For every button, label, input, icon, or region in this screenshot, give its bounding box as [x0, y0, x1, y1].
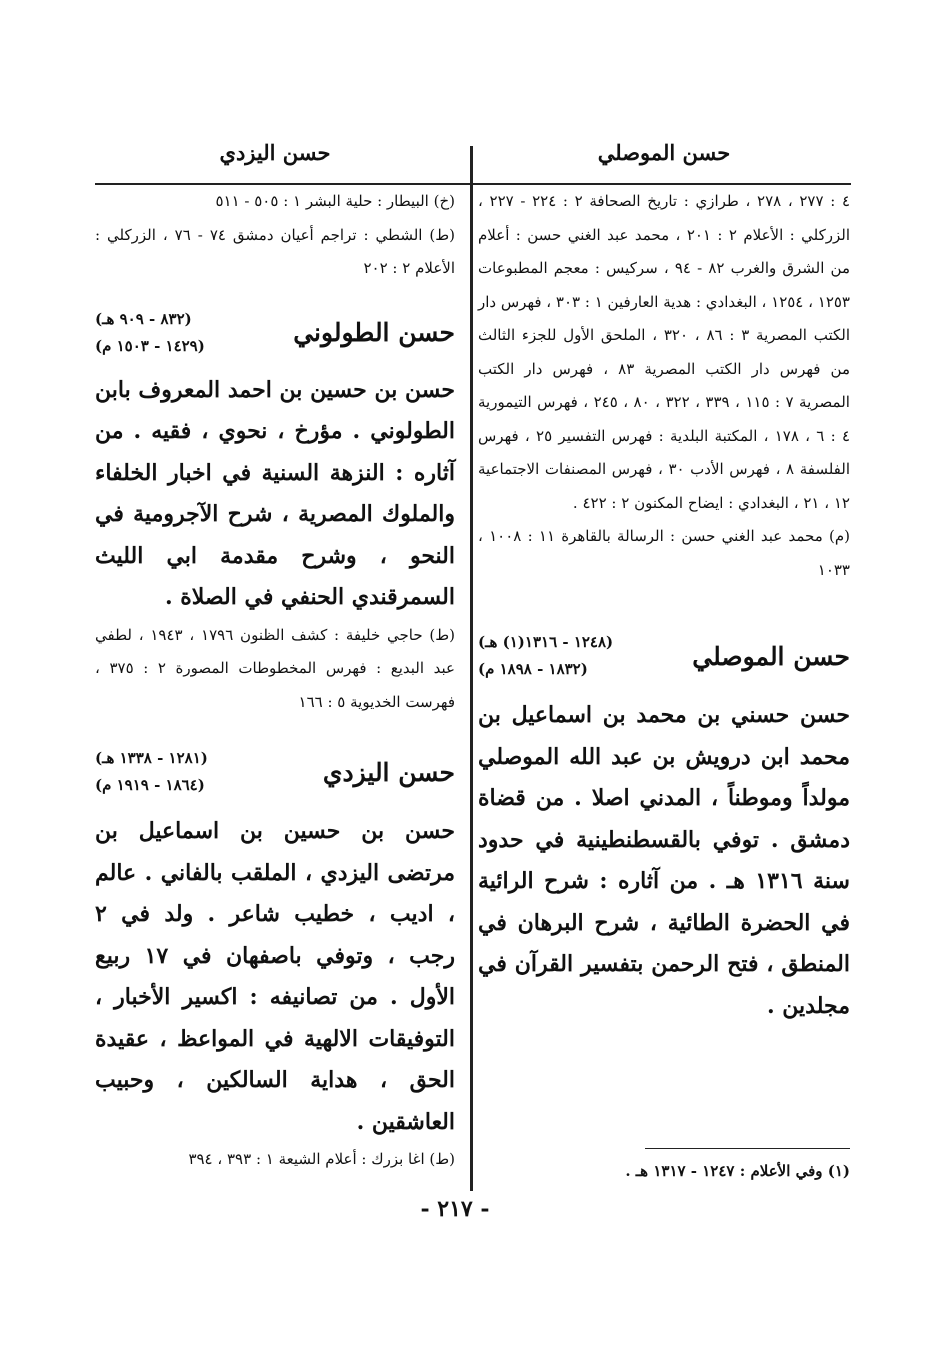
references-kh: (خ) البيطار : حلية البشر ١ : ٥٠٥ - ٥١١	[215, 192, 455, 210]
references-continued: ٤ : ٢٧٧ ، ٢٧٨ ، طرازي : تاريخ الصحافة ٢ : ٢٢٤ - ٢٢٧ ، الزركلي : الأعلام ٢ : ٢٠١ ، محمد عبد الغني حسن : أعلام من الشرق والغرب ٨٢ - ٩٤ ، سركيس : معجم المطبوعات ١٢٥٣ ، ١٢٥٤ ، البغدادي : هدية العارفين ١ : ٣٠٣ ، فهرس دار الكتب المصرية ٣ : ٨٦ ، ٣٢٠ ، الملحق الأول للجزء الثالث من فهرس دار الكتب المصرية ٨٣ ، فهرس دار الكتب المصرية ٧ : ١١٥ ، ٣٣٩ ، ٣٢٢ ، ٨٠ ، ٢٤٥ ، فهرس التيمورية ٤ : ٦ ، ١٧٨ ، المكتبة البلدية : فهرس التفسير ٢٥ ، فهرس الفلسفة ٨ ، فهرس الأدب ٣٠ ، فهرس المصنفات الاجتماعية ١٢ ، ٢١ ، البغدادي : ايضاح المكنون ٢ : ٤٢٢ .	[478, 192, 851, 512]
footnote: (١) وفي الأعلام : ١٢٤٧ - ١٣١٧ هـ .	[625, 1162, 850, 1180]
column-header-left: حسن اليزدي	[219, 140, 331, 165]
column-header-right: حسن الموصلي	[597, 140, 731, 165]
page-number: - ٢١٧ -	[420, 1196, 490, 1222]
entry-dates	[95, 745, 208, 799]
references-m: (م) محمد عبد الغني حسن : الرسالة بالقاهرة ١١ : ١٠٠٨ ، ١٠٣٣	[478, 527, 851, 579]
dates-hijri: (١٢٨١ - ١٣٣٨ هـ)	[95, 749, 208, 767]
entry-name: حسن الموصلي	[692, 641, 850, 671]
entry-heading	[95, 306, 455, 360]
footnote-rule	[645, 1148, 850, 1149]
column-divider	[470, 146, 473, 1191]
left-column	[95, 185, 455, 1177]
dates-gregorian: (١٨٣٢ - ١٨٩٨ م)	[478, 660, 588, 678]
entry-name: حسن اليزدي	[322, 757, 455, 787]
dates-gregorian: (١٤٢٩ - ١٥٠٣ م)	[95, 336, 205, 355]
entry-heading	[95, 745, 455, 799]
entry-body: حسن حسني بن محمد بن اسماعيل بن محمد ابن درويش بن عبد الله الموصلي مولداً وموطناً ، المدني اصلا . من قضاة دمشق . توفي بالقسطنطينية في حدود سنة ١٣١٦ هـ . من آثاره : شرح الرائية في الحضرة الطائية ، شرح البرهان في المنطق ، فتح الرحمن بتفسير القرآن في مجلدين .	[478, 702, 850, 1019]
dates-hijri: (٨٣٢ - ٩٠٩ هـ)	[95, 309, 192, 328]
dates-gregorian: (١٨٦٤ - ١٩١٩ م)	[95, 776, 205, 794]
entry-references: (ط) اغا بزرك : أعلام الشيعة ١ : ٣٩٣ ، ٣٩٤	[188, 1150, 455, 1168]
entry-body: حسن بن حسين بن احمد المعروف بابن الطولوني . مؤرخ ، نحوي ، فقيه . من آثاره : النزهة السنية في اخبار الخلفاء والملوك المصرية ، شرح الآجرومية في النحو ، وشرح مقدمة ابي الليث السمرقندي الحنفي في الصلاة .	[95, 376, 455, 610]
entry-name: حسن الطولوني	[293, 318, 455, 347]
entry-dates	[95, 306, 205, 360]
entry-references: (ط) حاجي خليفة : كشف الظنون ١٧٩٦ ، ١٩٤٣ ، لطفي عبد البديع : فهرس المخطوطات المصورة ٢ : ٣٧٥ ، فهرست الخديوية ٥ : ١٦٦	[95, 625, 455, 711]
entry-body: حسن بن حسين بن اسماعيل بن مرتضى اليزدي ، الملقب بالفاني . عالم ، اديب ، خطيب شاعر . ولد في ٢ رجب ، وتوفي باصفهان في ١٧ ربيع الأول . من تصانيفه : اكسير الأخبار ، التوفيقات الالهية في المواعظ ، عقيدة الحق ، هداية السالكين ، وحبيب العاشقين .	[95, 818, 455, 1135]
references-t: (ط) الشطي : تراجم أعيان دمشق ٧٤ - ٧٦ ، الزركلي : الأعلام ٢ : ٢٠٢	[95, 225, 456, 277]
entry-heading	[478, 629, 850, 683]
dates-hijri: (١٢٤٨ - ١٣١٦(١) هـ)	[478, 633, 614, 651]
entry-dates	[478, 629, 613, 683]
right-column	[478, 185, 850, 1027]
